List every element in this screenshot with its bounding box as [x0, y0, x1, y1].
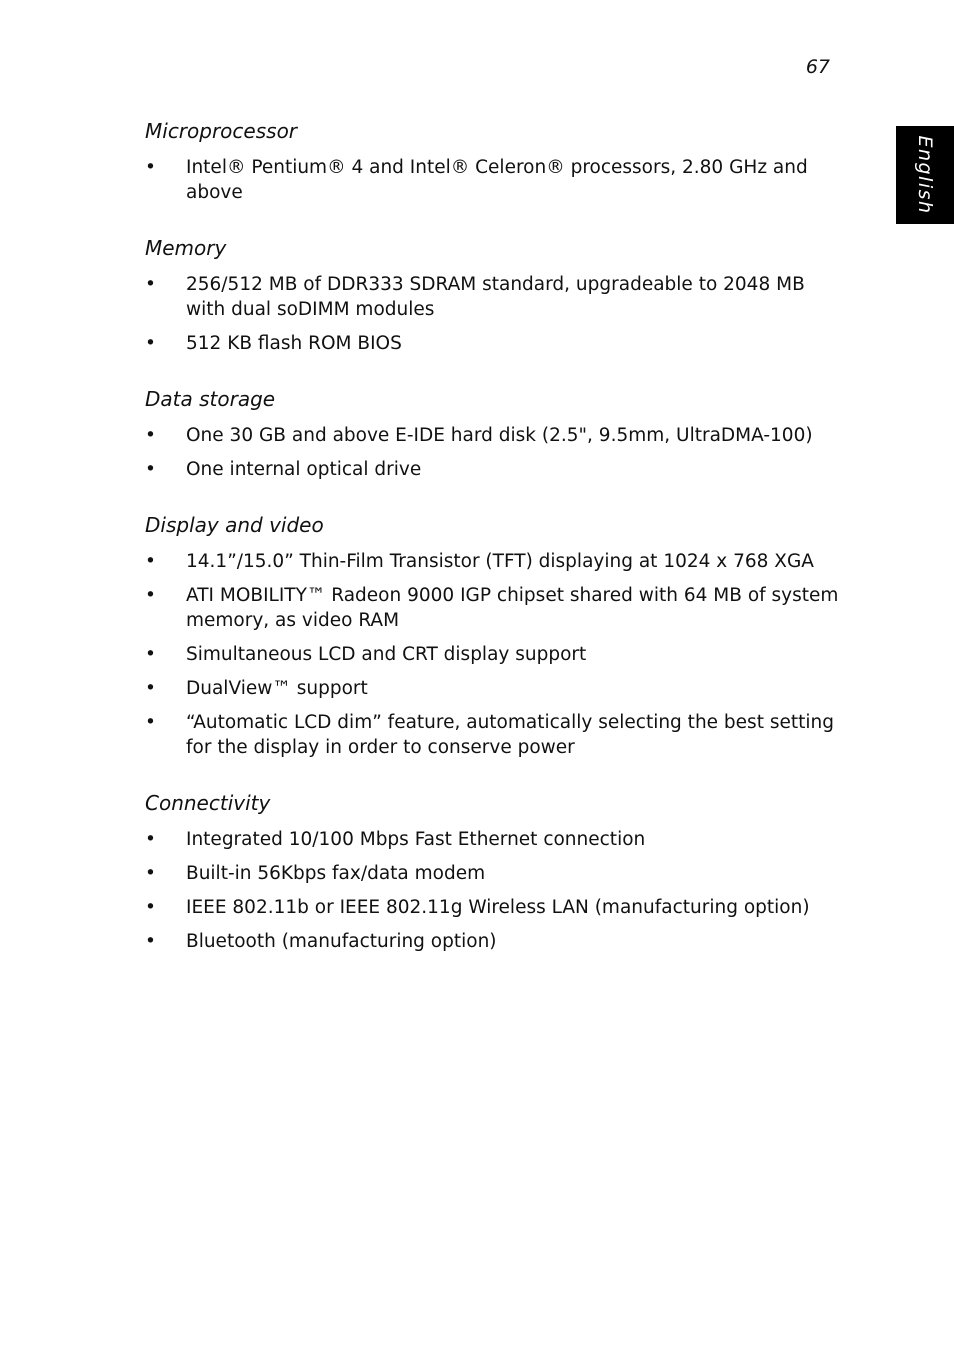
list-item [145, 272, 845, 322]
section-heading: Connectivity [145, 791, 271, 815]
section-memory [145, 233, 845, 356]
list-item-text: One internal optical drive [186, 459, 422, 480]
language-tab [896, 126, 954, 224]
bullet-icon: • [145, 678, 156, 699]
bullet-icon: • [145, 551, 156, 572]
section-microprocessor [145, 116, 845, 205]
list-item [145, 929, 845, 954]
spec-list [145, 549, 845, 760]
list-item [145, 895, 845, 920]
list-item [145, 549, 845, 574]
list-item-text: Bluetooth (manufacturing option) [186, 931, 497, 952]
bullet-icon: • [145, 897, 156, 918]
bullet-icon: • [145, 333, 156, 354]
bullet-icon: • [145, 863, 156, 884]
bullet-icon: • [145, 425, 156, 446]
bullet-icon: • [145, 644, 156, 665]
list-item [145, 457, 845, 482]
spec-list [145, 155, 845, 205]
list-item-text: ATI MOBILITY™ Radeon 9000 IGP chipset shared with 64 MB of system memory, as video RAM [186, 585, 839, 631]
bullet-icon: • [145, 459, 156, 480]
list-item [145, 331, 845, 356]
list-item-text: 256/512 MB of DDR333 SDRAM standard, upgradeable to 2048 MB with dual soDIMM modules [186, 274, 805, 320]
section-heading: Display and video [145, 513, 324, 537]
section-connectivity [145, 788, 845, 954]
list-item-text: Intel® Pentium® 4 and Intel® Celeron® processors, 2.80 GHz and above [186, 157, 808, 203]
list-item [145, 827, 845, 852]
list-item [145, 155, 845, 205]
list-item-text: Simultaneous LCD and CRT display support [186, 644, 587, 665]
bullet-icon: • [145, 157, 156, 178]
list-item-text: 512 KB flash ROM BIOS [186, 333, 402, 354]
list-item-text: Integrated 10/100 Mbps Fast Ethernet connection [186, 829, 646, 850]
bullet-icon: • [145, 931, 156, 952]
spec-list [145, 423, 845, 482]
list-item [145, 861, 845, 886]
bullet-icon: • [145, 585, 156, 606]
list-item [145, 642, 845, 667]
list-item [145, 583, 845, 633]
bullet-icon: • [145, 712, 156, 733]
list-item-text: 14.1”/15.0” Thin-Film Transistor (TFT) displaying at 1024 x 768 XGA [186, 551, 814, 572]
list-item [145, 676, 845, 701]
list-item [145, 710, 845, 760]
section-heading: Microprocessor [145, 119, 298, 143]
section-data-storage [145, 384, 845, 482]
spec-list [145, 827, 845, 954]
spec-list [145, 272, 845, 356]
bullet-icon: • [145, 829, 156, 850]
section-heading: Data storage [145, 387, 276, 411]
language-tab-label: English [914, 135, 936, 215]
list-item-text: DualView™ support [186, 678, 368, 699]
bullet-icon: • [145, 274, 156, 295]
page-number: 67 [805, 56, 830, 78]
list-item [145, 423, 845, 448]
list-item-text: One 30 GB and above E-IDE hard disk (2.5", 9.5mm, UltraDMA-100) [186, 425, 813, 446]
list-item-text: IEEE 802.11b or IEEE 802.11g Wireless LAN (manufacturing option) [186, 897, 810, 918]
section-heading: Memory [145, 236, 227, 260]
list-item-text: “Automatic LCD dim” feature, automatically selecting the best setting for the display in order to conserve power [186, 712, 834, 758]
spec-content [145, 116, 845, 982]
section-display-and-video [145, 510, 845, 760]
list-item-text: Built-in 56Kbps fax/data modem [186, 863, 486, 884]
